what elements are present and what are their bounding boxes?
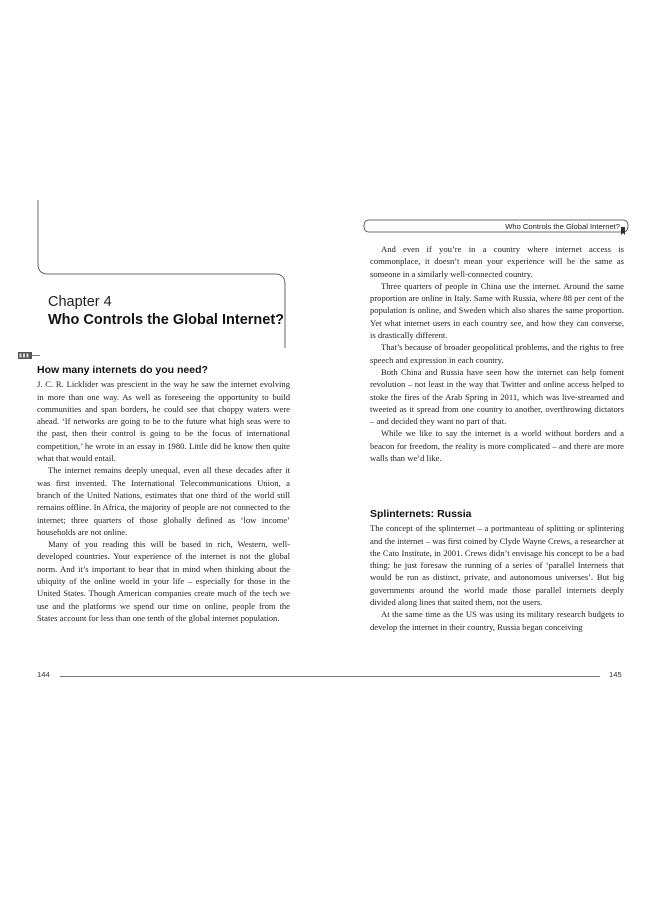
footer-rule bbox=[60, 676, 330, 677]
bookmark-icon bbox=[620, 222, 626, 230]
footer-rule bbox=[330, 676, 600, 677]
paragraph: Both China and Russia have seen how the internet can help foment revolution – not least in the way that Twitter and online access helped to stoke the fires of the Arab Spring in 2011, which was live-streamed and tweeted as it spread from one country to another, overthrowing dictators – and decided they want no part of that. bbox=[370, 366, 624, 427]
page-number: 145 bbox=[609, 670, 622, 679]
paragraph: While we like to say the internet is a world without borders and a beacon for freedom, the reality is more complicated – and there are more walls than we’d like. bbox=[370, 428, 624, 464]
paragraph: The internet remains deeply unequal, even all these decades after it was first invented. The International Telecommunications Union, a branch of the United Nations, estimates that one third of the world still remains offline. In Africa, the majority of people are not connected to the internet; three quarters of those globally defined as ‘low income’ households are not online. bbox=[37, 465, 290, 537]
running-head: Who Controls the Global Internet? bbox=[505, 222, 620, 231]
chapter-tab-icon bbox=[18, 346, 40, 353]
right-section bbox=[370, 508, 624, 633]
paragraph: At the same time as the US was using its military research budgets to develop the internet in their country, Russia began conceiving bbox=[370, 609, 624, 632]
paragraph: And even if you’re in a country where internet access is commonplace, it doesn’t mean your experience will be the same as someone in a similarly well-connected country. bbox=[370, 244, 624, 279]
paragraph: The concept of the splinternet – a portmanteau of splitting or splintering and the internet – was first coined by Clyde Wayne Crews, a researcher at the Cato Institute, in 2001. Crews didn’t envisage his concept to be a bad thing: he just foresaw the running of a series of ‘parallel Internets that would be run as distinct, private, and autonomous universes’. But big governments around the world made those parallel internets deeply divided along lines that suited them, not the users. bbox=[370, 523, 624, 608]
paragraph: Many of you reading this will be based in rich, Western, well-developed countries. Your experience of the internet is not the global norm. And it’s important to bear that in mind when thinking about the ubiquity of the online world in your life – especially for those in the United States. Though American companies create much of the tech we use and the platforms we spend our time on online, people from the States account for less than one tenth of the global internet population. bbox=[37, 539, 290, 623]
chapter-title: Who Controls the Global Internet? bbox=[48, 312, 285, 328]
paragraph: Three quarters of people in China use the internet. Around the same proportion are online in Italy. Same with Russia, where 88 per cent of the population is online, and Sweden which also shares the same proportion. Yet what internet users in each country see, and how they can converse, is drastically different. bbox=[370, 280, 624, 341]
section-heading: How many internets do you need? bbox=[37, 364, 208, 376]
section-heading: Splinternets: Russia bbox=[370, 508, 472, 520]
left-body bbox=[37, 364, 290, 624]
page-number: 144 bbox=[37, 670, 50, 679]
paragraph: J. C. R. Licklider was prescient in the way he saw the internet evolving in more than one way. As well as foreseeing the opportunity to build communities and span borders, he could see that choppy waters were ahead. ‘If networks are going to be to the future what high seas were to the past, then their control is going to be the focus of international competition,’ he wrote in an essay in 1980. Little did he know then quite what that would entail. bbox=[37, 379, 290, 464]
paragraph: That’s because of broader geopolitical problems, and the rights to free speech and expression in each country. bbox=[370, 342, 624, 365]
chapter-label: Chapter 4 bbox=[48, 294, 112, 310]
right-body bbox=[370, 243, 624, 464]
